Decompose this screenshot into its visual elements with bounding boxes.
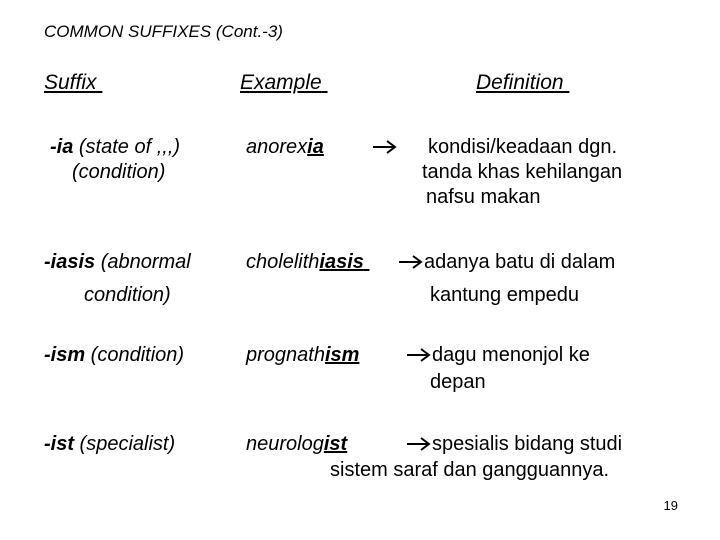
right-arrow-icon	[406, 436, 432, 457]
example-suffix: ia	[307, 136, 324, 158]
row-ist-suffix	[44, 432, 175, 457]
suffix-meaning: (state of ,,,)	[73, 136, 181, 158]
right-arrow-icon	[372, 139, 398, 160]
suffix-term: -iasis	[44, 251, 96, 273]
example-stem: neurolog	[246, 433, 324, 455]
row-ism-definition-line1: dagu menonjol ke	[432, 344, 590, 366]
row-ist-definition-line2: sistem saraf dan gangguannya.	[330, 459, 610, 481]
suffix-term: -ia	[50, 136, 74, 158]
row-ist-example	[246, 432, 347, 457]
row-ia-definition-line3: nafsu makan	[426, 186, 541, 208]
header-definition-underline	[564, 71, 604, 95]
header-definition	[476, 71, 604, 95]
suffix-term: -ist	[44, 433, 74, 455]
example-stem: prognath	[246, 344, 325, 366]
header-suffix-label: Suffix	[44, 71, 97, 94]
row-ia-definition-line2: tanda khas kehilangan	[422, 161, 623, 183]
row-ism-suffix	[44, 343, 184, 368]
row-ism-example	[246, 343, 359, 368]
row-ia-example	[246, 135, 324, 160]
suffix-term: -ism	[44, 344, 86, 366]
header-example-underline	[322, 71, 458, 95]
row-iasis-definition-line1: adanya batu di dalam	[424, 251, 616, 273]
example-suffix: ist	[323, 433, 348, 455]
suffix-meaning: (specialist)	[74, 433, 176, 455]
row-ia-definition-line1: kondisi/keadaan dgn.	[428, 136, 618, 158]
slide-title: COMMON SUFFIXES (Cont.-3)	[44, 22, 283, 41]
header-suffix	[44, 71, 225, 95]
suffix-meaning-line2: condition)	[84, 284, 171, 306]
row-iasis-suffix	[44, 250, 191, 275]
row-ist-definition-line1: spesialis bidang studi	[432, 433, 623, 455]
row-iasis-example	[246, 250, 369, 275]
page-number: 19	[663, 498, 678, 513]
row-ism-definition-line2: depan	[430, 371, 486, 393]
header-definition-label: Definition	[476, 71, 564, 94]
suffix-meaning: (condition)	[85, 344, 185, 366]
row-iasis-definition-line2: kantung empedu	[430, 284, 580, 306]
suffix-meaning: (abnormal	[95, 251, 191, 273]
right-arrow-icon	[406, 347, 432, 368]
example-suffix: iasis	[319, 251, 364, 273]
suffix-meaning-line2: (condition)	[72, 161, 166, 183]
example-stem: cholelith	[246, 251, 320, 273]
header-example-label: Example	[240, 71, 322, 94]
header-example	[240, 71, 458, 95]
right-arrow-icon	[398, 254, 424, 275]
row-ia-suffix	[50, 135, 180, 160]
example-suffix: ism	[324, 344, 360, 366]
header-suffix-underline	[97, 71, 225, 95]
example-stem: anorex	[246, 136, 308, 158]
